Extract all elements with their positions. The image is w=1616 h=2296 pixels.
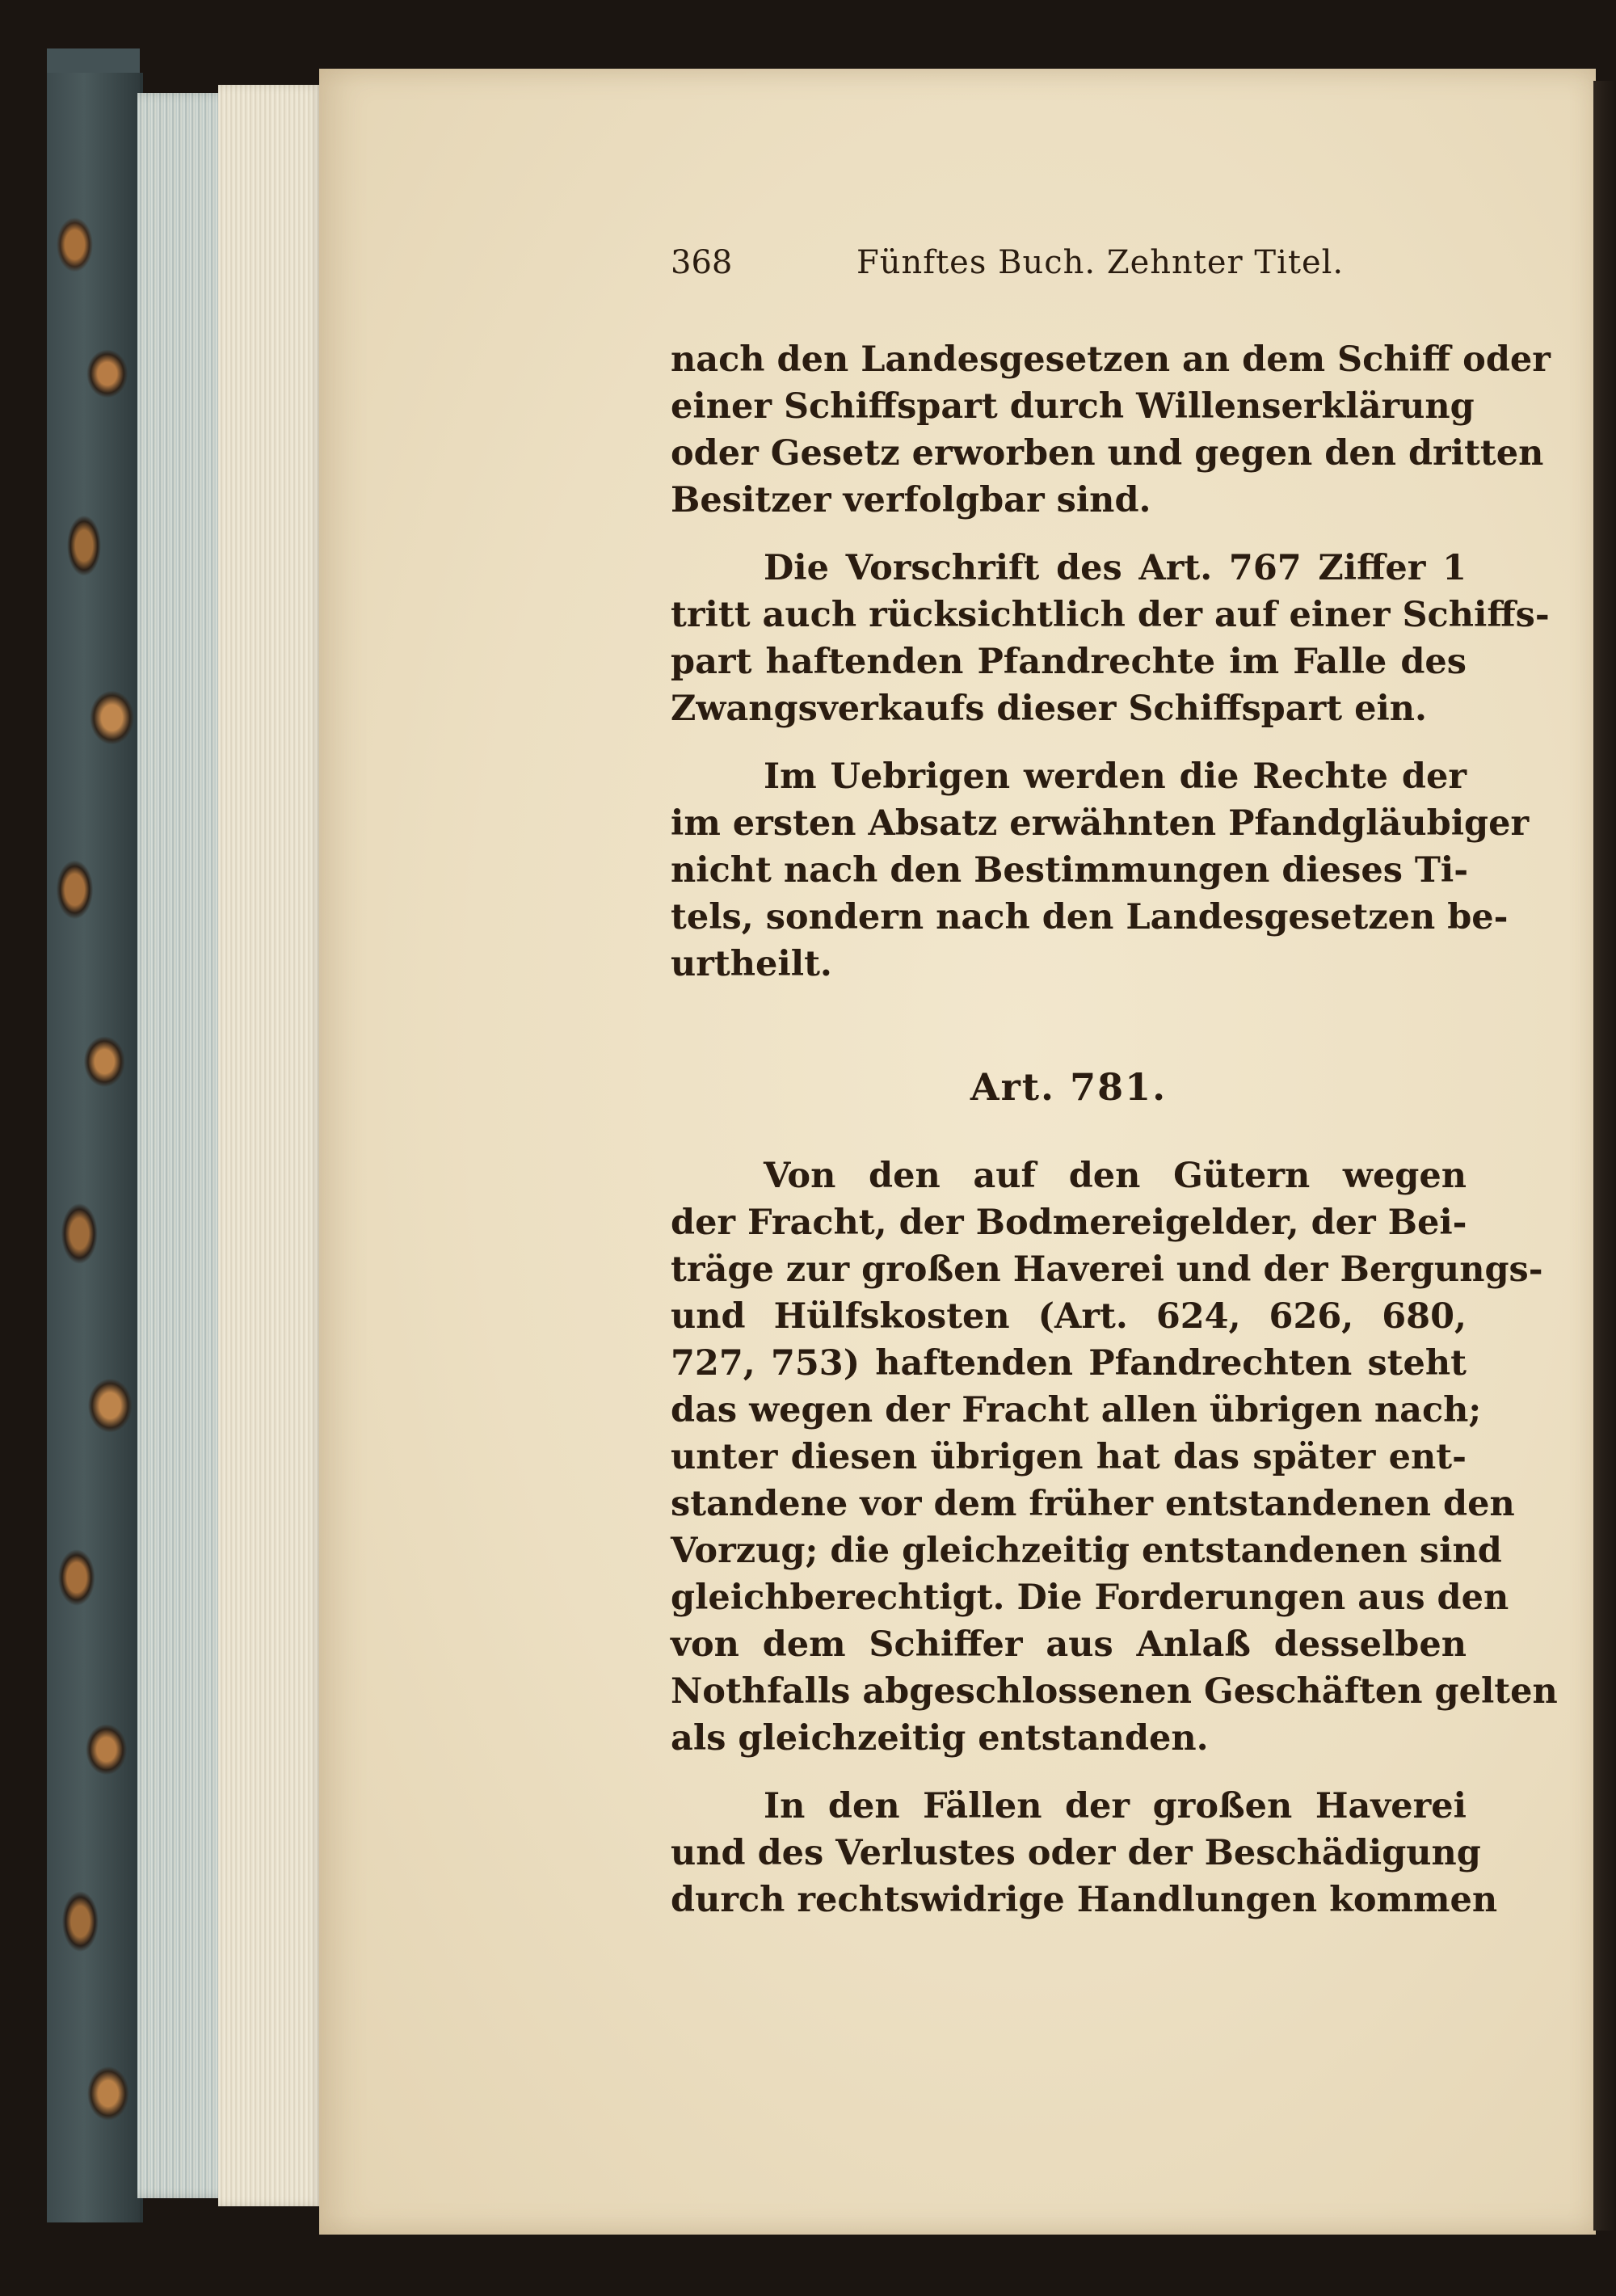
text-line: urtheilt. [671,944,832,984]
running-header [671,238,1467,287]
page-edges-inner [218,85,323,2206]
text-line: oder Gesetz erworben und gegen den dritten [671,433,1544,474]
text-line: Im Uebrigen werden die Rechte der [764,756,1467,797]
text-line: unter diesen übrigen hat das später ent- [671,1437,1467,1477]
text-line: gleichberechtigt. Die Forderungen aus den [671,1578,1509,1618]
text-line: der Fracht, der Bodmereigelder, der Bei- [671,1203,1467,1243]
running-title: Fünftes Buch. Zehnter Titel. [856,244,1345,281]
text-line: Von den auf den Gütern wegen [764,1156,1467,1196]
text-line: das wegen der Fracht allen übrigen nach; [671,1390,1482,1430]
text-line: Zwangsverkaufs dieser Schiffspart ein. [671,689,1428,729]
text-line: Vorzug; die gleichzeitig entstandenen sind [671,1531,1502,1571]
text-line: 727, 753) haftenden Pfandrechten steht [671,1343,1467,1384]
text-line: und Hülfskosten (Art. 624, 626, 680, [671,1296,1467,1337]
text-line: nicht nach den Bestimmungen dieses Ti- [671,850,1469,891]
text-line: In den Fällen der großen Haverei [764,1786,1467,1826]
text-line: als gleichzeitig entstanden. [671,1718,1209,1759]
page-right-edge [1593,81,1616,2231]
text-line: Besitzer verfolgbar sind. [671,480,1151,520]
page-number: 368 [671,244,733,281]
marbled-cover [47,73,143,2222]
text-line: von dem Schiffer aus Anlaß desselben [671,1624,1467,1665]
text-line: Nothfalls abgeschlossenen Geschäften gelten [671,1671,1558,1712]
text-line: durch rechtswidrige Handlungen kommen [671,1880,1498,1920]
text-line: einer Schiffspart durch Willenserklärung [671,386,1475,427]
article-heading: Art. 781. [970,1065,1168,1109]
text-line: Die Vorschrift des Art. 767 Ziffer 1 [764,548,1467,588]
text-line: part haftenden Pfandrechte im Falle des [671,642,1467,682]
text-line: tels, sondern nach den Landesgesetzen be- [671,897,1509,937]
text-line: standene vor dem früher entstandenen den [671,1484,1515,1524]
text-line: nach den Landesgesetzen an dem Schiff oder [671,339,1551,380]
text-line: träge zur großen Haverei und der Bergungs- [671,1249,1543,1290]
text-line: tritt auch rücksichtlich der auf einer Schiffs- [671,595,1550,635]
text-line: im ersten Absatz erwähnten Pfandgläubiger [671,803,1530,844]
text-line: und des Verlustes oder der Beschädigung [671,1833,1481,1873]
